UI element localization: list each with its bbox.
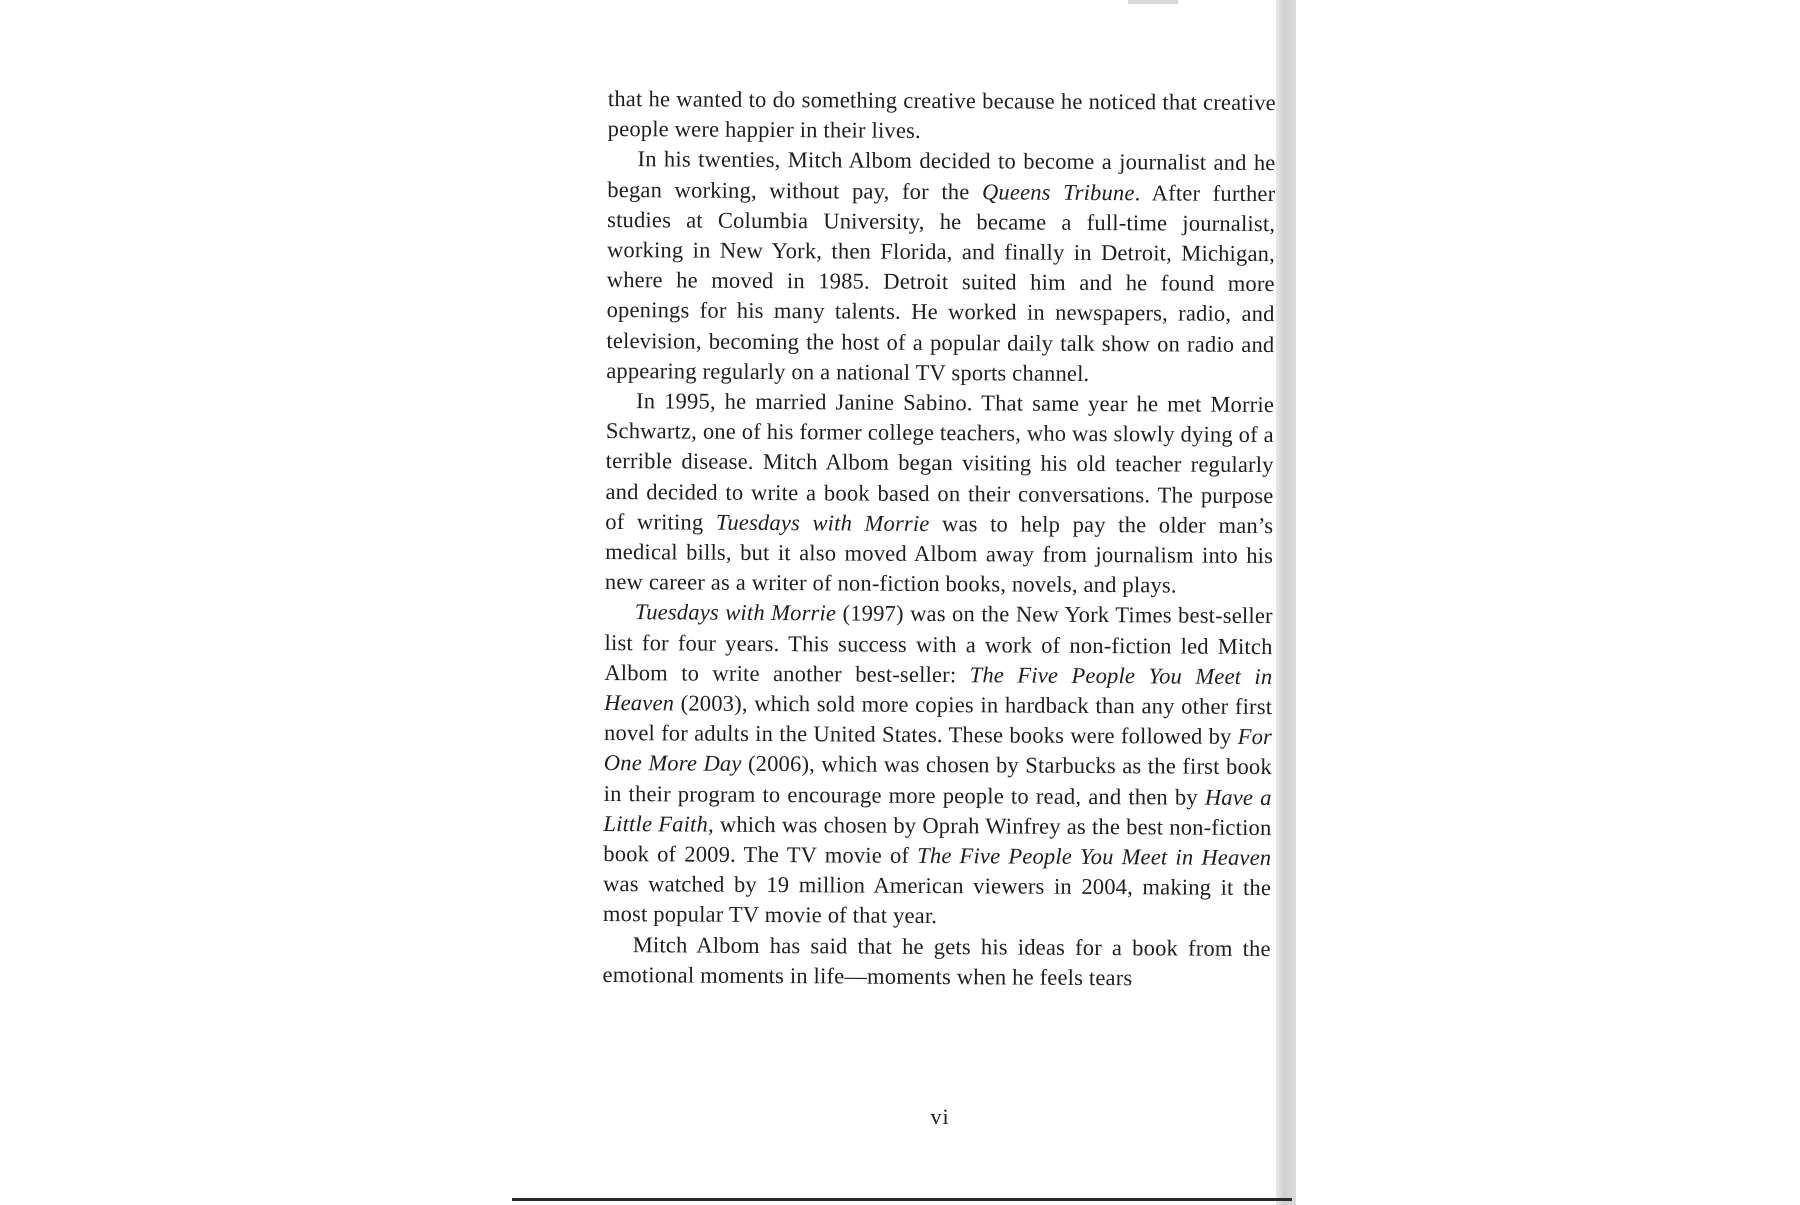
paragraph-text: was watched by 19 million American viewers in 2004, making it the most popular TV movie of that year. (602, 871, 1272, 929)
paragraph-text: (2003), which sold more copies in hardback than any other first novel for adults in the United States. These books were followed by (603, 690, 1273, 750)
page-top-mark (1128, 0, 1178, 4)
paragraph-text: (1997) was on the New York Times best-seller list for four years. This success with a work of non-fiction led Mitch Albom to write another best-seller: (604, 600, 1273, 688)
paragraph-text: , which was chosen by Oprah Winfrey as the best non-fiction book of 2009. The TV movie of (603, 811, 1272, 868)
paragraph-text: (2006), which was chosen by Starbucks as the first book in their program to encourage more people to read, and then by (603, 751, 1272, 810)
paragraph (605, 386, 1274, 601)
page-number: vi (930, 1104, 950, 1129)
page-edge-shadow (1276, 0, 1296, 1205)
paragraph-text: . After further studies at Columbia University, he became a full-time journalist, working in New York, then Florida, and finally in Detroit, Michigan, where he moved in 1985. Detroit suited him and he found more openings for his many talents. He worked in newspapers, radio, and television, becoming the host of a popular daily talk show on radio and appearing regularly on a national TV sports channel. (606, 179, 1276, 386)
book-title-text: Queens Tribune (981, 178, 1135, 205)
body-text (602, 84, 1276, 994)
book-title-text: The Five People You Meet in Heaven (917, 842, 1272, 871)
paragraph-text: that he wanted to do something creative because he noticed that creative people were happier in their lives. (607, 85, 1276, 144)
paragraph-text: In 1995, he married Janine Sabino. That same year he met Morrie Schwartz, one of his former college teachers, who was slowly dying of a terrible disease. Mitch Albom began visiting his old teacher regularly and decided to write a book based on their conversations. The purpose of writing (605, 388, 1275, 535)
paragraph (606, 144, 1275, 390)
paragraph-text: Mitch Albom has said that he gets his ideas for a book from the emotional moments in life—moments when he feels tears (602, 931, 1271, 991)
paragraph (602, 930, 1270, 994)
paragraph (603, 597, 1273, 933)
book-title-text: The Five People You Meet in Heaven (604, 662, 1273, 716)
book-title-text: For One More Day (603, 724, 1273, 777)
book-title-text: Tuesdays with Morrie (715, 509, 930, 536)
paragraph (608, 84, 1276, 148)
book-title-text: Have a Little Faith (603, 784, 1272, 837)
paragraph-text: In his twenties, Mitch Albom decided to become a journalist and he began working, without pay, for the (607, 146, 1276, 204)
paragraph-text: was to help pay the older man’s medical bills, but it also moved Albom away from journalism into his new career as a writer of non-fiction books, novels, and plays. (604, 510, 1274, 598)
book-title-text: Tuesdays with Morrie (634, 599, 837, 626)
